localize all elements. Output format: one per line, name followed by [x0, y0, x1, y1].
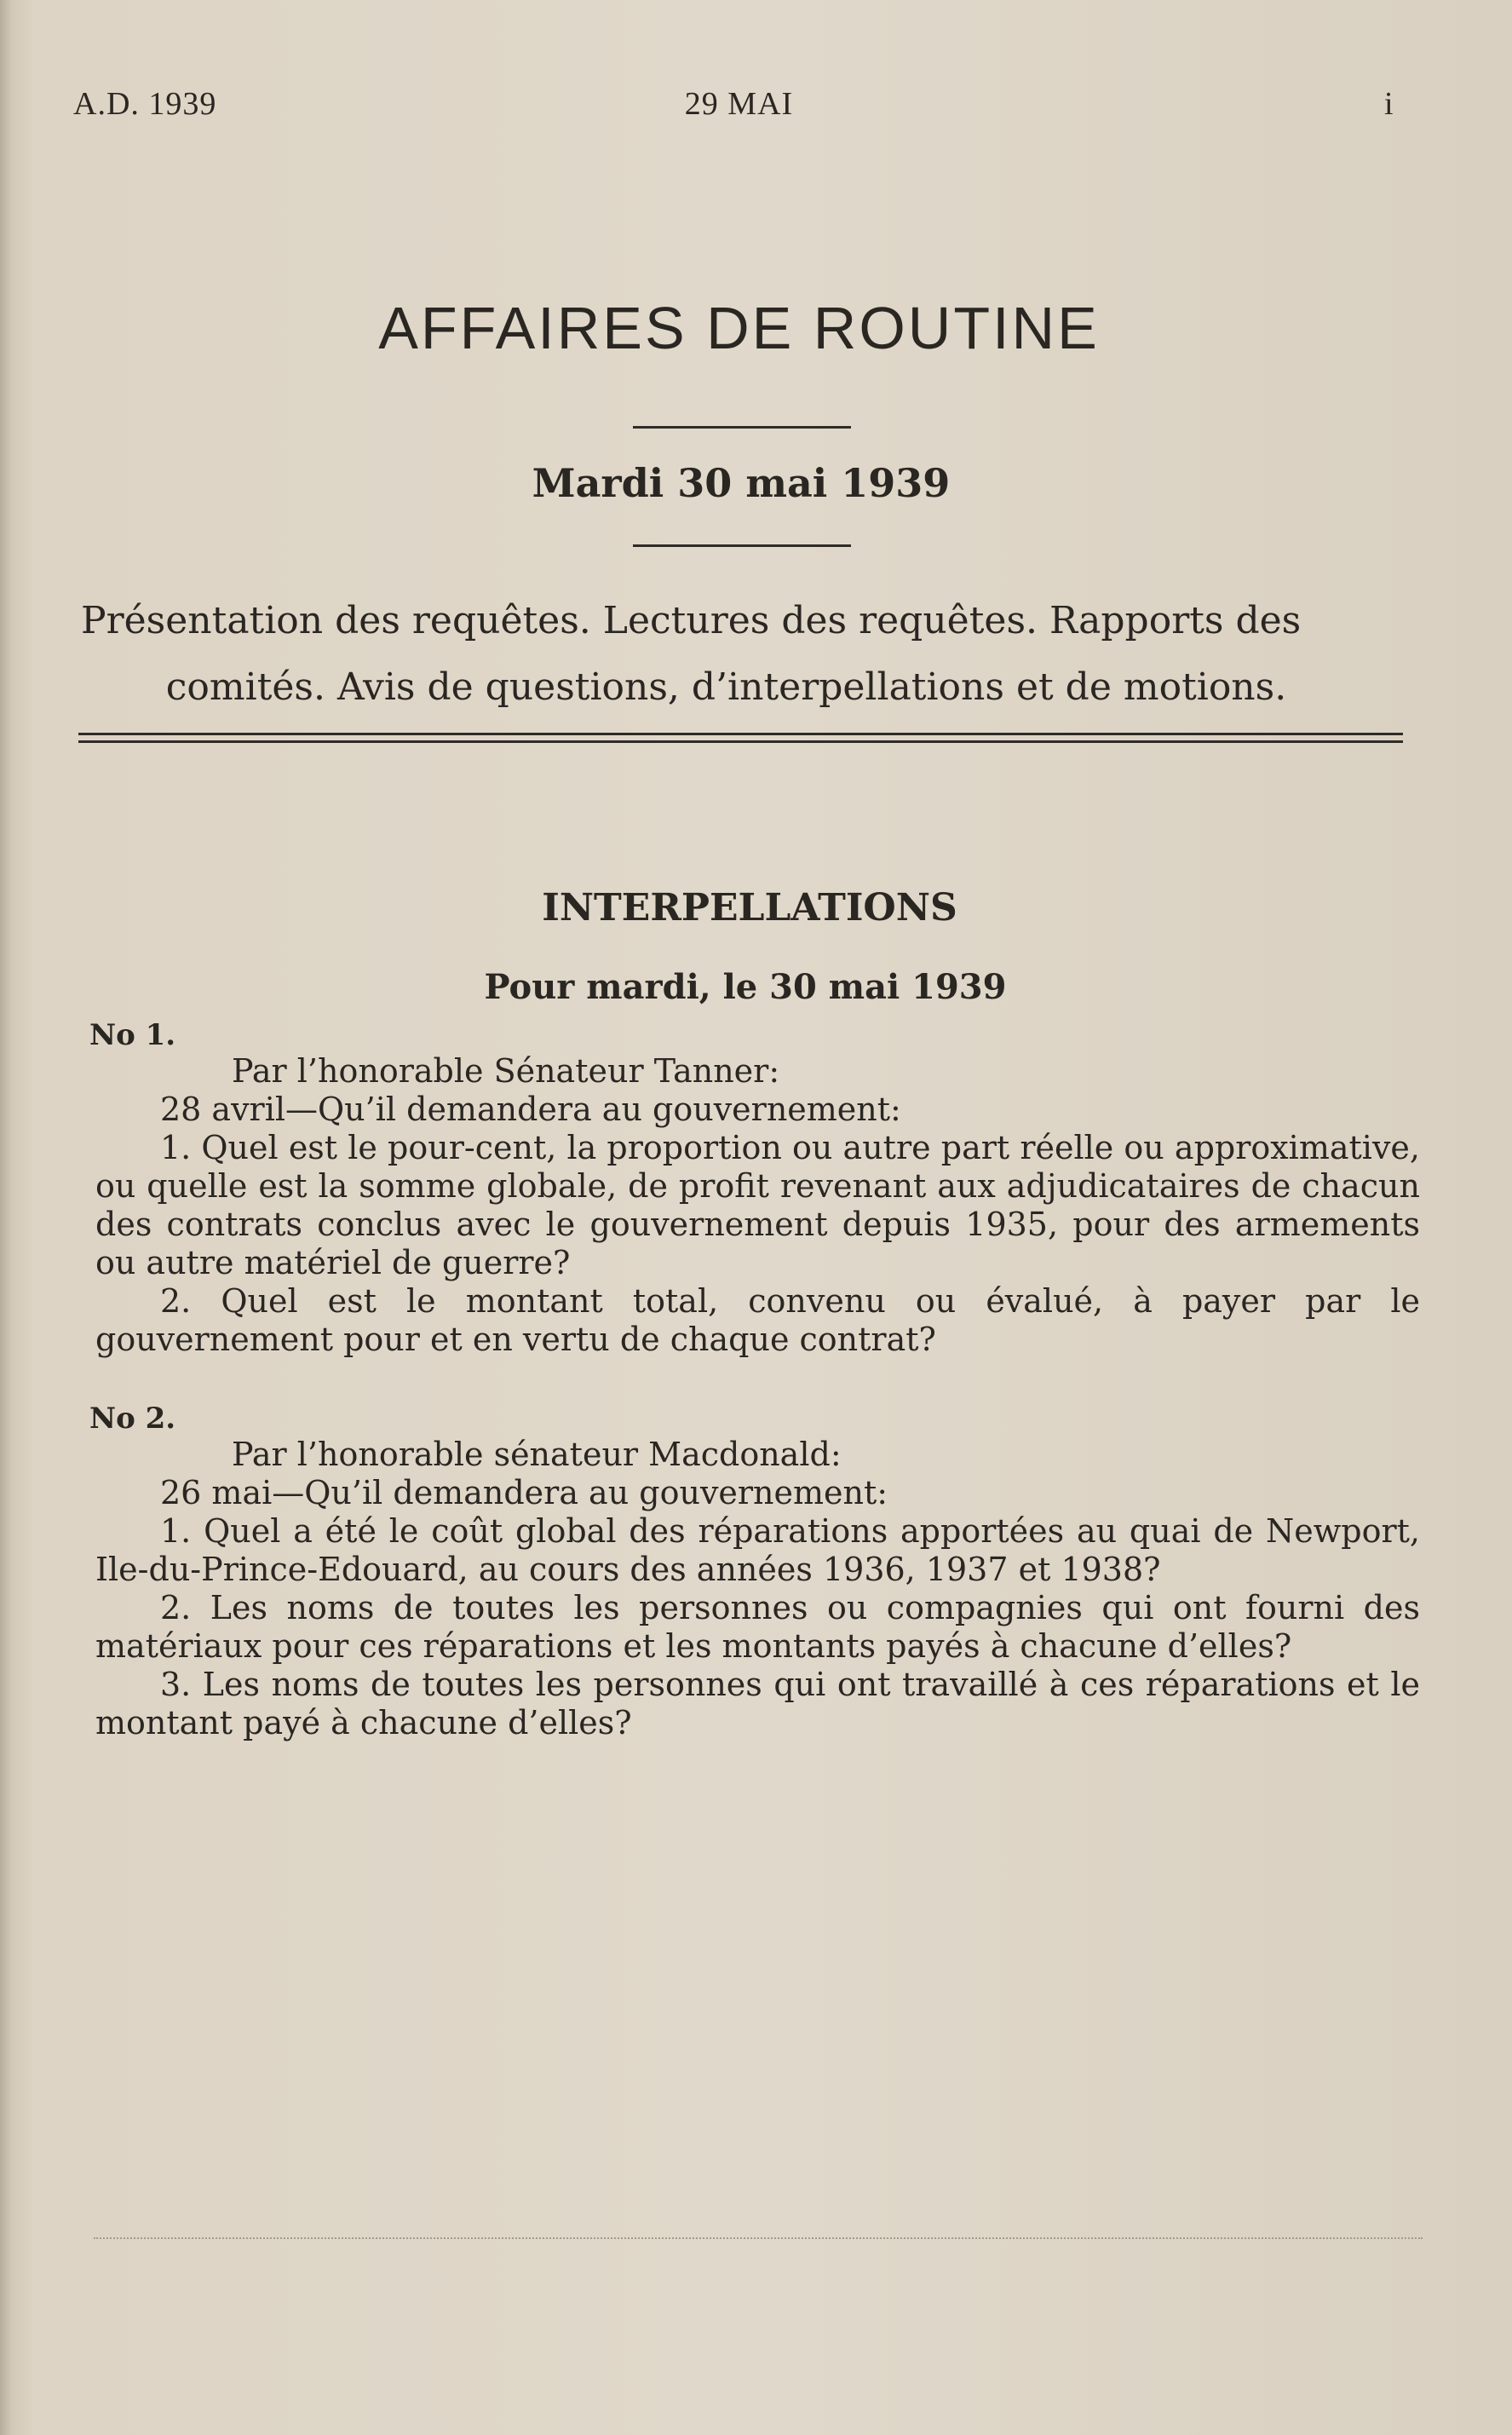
interpellation-item	[95, 1436, 1420, 1742]
section-title: INTERPELLATIONS	[542, 886, 957, 930]
interpellation-question: 2. Quel est le montant total, convenu ou évalué, à payer par le gouvernement pour et en vertu de chaque contrat?	[95, 1282, 1420, 1358]
interpellation-author: Par l’honorable Sénateur Tanner:	[232, 1052, 780, 1090]
interpellation-question: 3. Les noms de toutes les personnes qui ont travaillé à ces réparations et le montant payé à chacune d’elles?	[95, 1666, 1420, 1741]
running-head-date: 29 MAI	[684, 86, 794, 122]
page-title: AFFAIRES DE ROUTINE	[378, 295, 1100, 361]
routine-line-2: comités. Avis de questions, d’interpellations et de motions.	[165, 665, 1287, 709]
interpellation-date-line: 26 mai—Qu’il demandera au gouvernement:	[160, 1474, 888, 1511]
divider-rule	[633, 544, 851, 547]
interpellation-item	[95, 1052, 1420, 1359]
section-subtitle: Pour mardi, le 30 mai 1939	[484, 967, 1007, 1007]
divider-rule	[633, 426, 851, 429]
running-head-year: A.D. 1939	[73, 86, 217, 122]
routine-line-1: Présentation des requêtes. Lectures des requêtes. Rapports des	[81, 599, 1302, 642]
interpellation-question: 1. Quel a été le coût global des réparations apportées au quai de Newport, Ile-du-Prince-Edouard, au cours des années 1936, 1937 et 1938?	[95, 1512, 1420, 1588]
double-rule-top	[78, 733, 1403, 735]
interpellation-question: 2. Les noms de toutes les personnes ou compagnies qui ont fourni des matériaux pour ces réparations et les montants payés à chacune d’elles?	[95, 1589, 1420, 1665]
page-number: i	[1384, 86, 1394, 122]
interpellation-author: Par l’honorable sénateur Macdonald:	[232, 1436, 842, 1473]
interpellation-question: 1. Quel est le pour-cent, la proportion ou autre part réelle ou approximative, ou quelle est la somme globale, de profit revenant aux adjudicataires de chacun des contrats conclus avec le gouvernement depuis 1935, pour des armements ou autre matériel de guerre?	[95, 1129, 1420, 1281]
interpellation-number: No 2.	[89, 1402, 176, 1436]
interpellation-number: No 1.	[89, 1018, 176, 1052]
interpellation-date-line: 28 avril—Qu’il demandera au gouvernement:	[160, 1091, 901, 1128]
date-heading: Mardi 30 mai 1939	[532, 460, 951, 506]
routine-business-list	[81, 588, 1406, 721]
faint-divider	[94, 2237, 1423, 2239]
double-rule-bottom	[78, 740, 1403, 743]
